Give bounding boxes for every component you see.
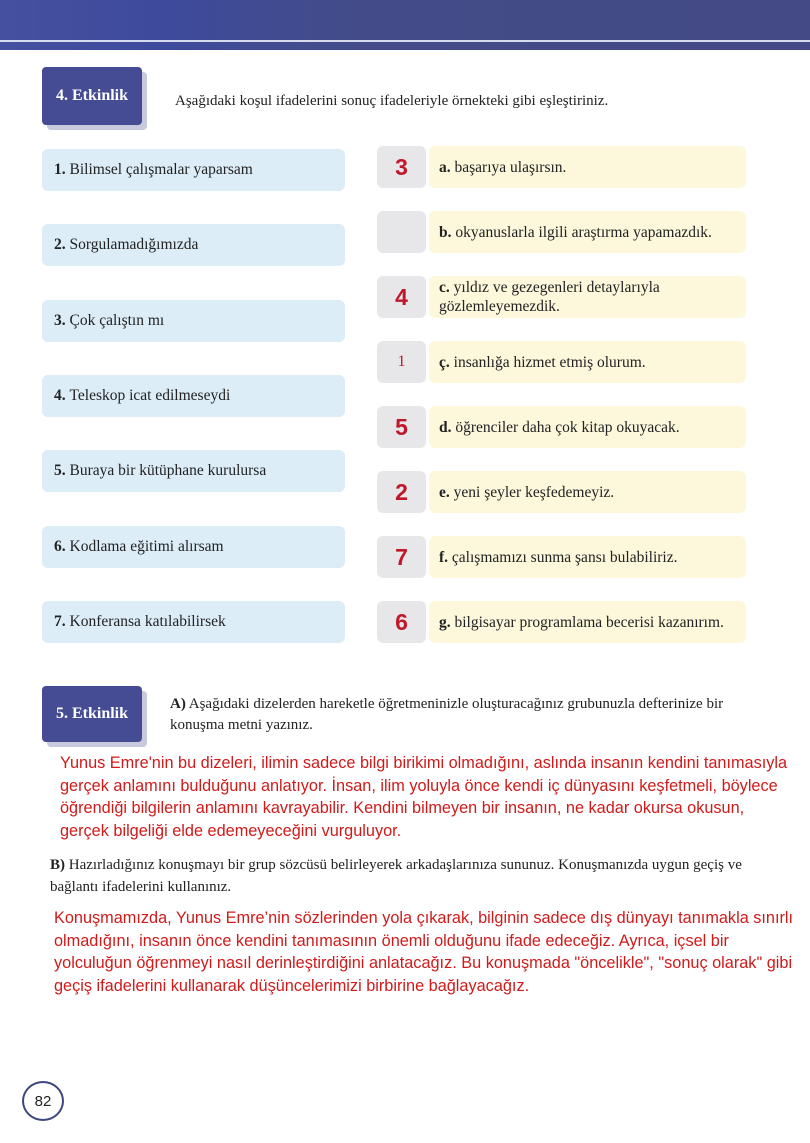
result-item — [429, 471, 746, 513]
result-text: başarıya ulaşırsın. — [454, 158, 567, 176]
condition-number: 4. — [54, 386, 66, 404]
result-item — [429, 276, 746, 318]
result-item — [429, 406, 746, 448]
result-letter: a. — [439, 158, 451, 176]
answer-box[interactable]: 4 — [377, 276, 426, 318]
result-letter: ç. — [439, 353, 450, 371]
part-b-instruction — [50, 854, 770, 898]
header-divider — [0, 40, 810, 42]
condition-text: Teleskop icat edilmeseydi — [69, 386, 231, 404]
part-a-text: Aşağıdaki dizelerden hareketle öğretmeninizle oluşturacağınız grubunuzla defterinize bir konuşma metni yazınız. — [170, 696, 724, 733]
condition-item — [42, 601, 345, 643]
condition-number: 7. — [54, 612, 66, 630]
condition-number: 2. — [54, 236, 66, 254]
result-item — [429, 601, 746, 643]
result-item — [429, 536, 746, 578]
result-text: insanlığa hizmet etmiş olurum. — [453, 353, 646, 371]
condition-item — [42, 300, 345, 342]
answer-box[interactable]: 6 — [377, 601, 426, 643]
result-text: çalışmamızı sunma şansı bulabiliriz. — [451, 548, 678, 566]
result-text: öğrenciler daha çok kitap okuyacak. — [455, 418, 680, 436]
condition-number: 1. — [54, 161, 66, 178]
condition-item — [42, 224, 345, 266]
condition-text: Konferansa katılabilirsek — [69, 612, 226, 630]
part-b-text: Hazırladığınız konuşmayı bir grup sözcüsü belirleyerek arkadaşlarınıza sununuz. Konuşmanızda uygun geçiş ve bağlantı ifadelerini kullanınız. — [50, 857, 742, 895]
header-band — [0, 0, 810, 50]
answer-box[interactable]: 7 — [377, 536, 426, 578]
condition-number: 6. — [54, 537, 66, 555]
condition-text: Kodlama eğitimi alırsam — [69, 537, 224, 555]
result-item — [429, 146, 746, 188]
activity-4-badge: 4. Etkinlik — [42, 67, 142, 125]
result-text: yıldız ve gezegenleri detaylarıyla gözlemleyemezdik. — [439, 279, 660, 315]
part-a-label: A) — [170, 696, 186, 712]
condition-number: 5. — [54, 462, 66, 480]
answer-box[interactable]: 3 — [377, 146, 426, 188]
answer-box[interactable]: 1 — [377, 341, 426, 383]
activity-5-badge: 5. Etkinlik — [42, 686, 142, 742]
answer-a: Yunus Emre'nin bu dizeleri, ilimin sadece bilgi birikimi olmadığını, aslında insanın kendini tanımasıyla gerçek anlamını bulduğunu anlatıyor. İnsan, ilim yoluyla önce kendi iç dünyasını keşfetmeli, böylece öğrendiği bilgilerin anlamını kavrayabilir. Kendini bilmeyen bir insanın, ne kadar okursa okusun, gerçek bilgeliği elde edemeyeceğini vurguluyor. — [60, 754, 788, 840]
part-a-instruction — [170, 694, 750, 736]
result-text: okyanuslarla ilgili araştırma yapamazdık. — [455, 223, 712, 241]
result-text: bilgisayar programlama becerisi kazanırım. — [454, 613, 724, 631]
condition-item — [42, 149, 345, 191]
part-b-label: B) — [50, 857, 65, 873]
condition-text: Çok çalıştın mı — [69, 311, 165, 329]
answer-b: Konuşmamızda, Yunus Emre’nin sözlerinden yola çıkarak, bilginin sadece dış dünyayı tanımakla sınırlı olmadığını, insanın önce kendini tanımasının önemli olduğunu ifade edeceğiz. Ayrıca, içsel bir yolculuğun öğrenmeyi nasıl derinleştirdiğini anlatacağız. Bu konuşmada "öncelikle", "sonuç olarak" gibi geçiş ifadelerini kullanarak düşüncelerimizi birbirine bağlayacağız. — [54, 909, 794, 995]
condition-number: 3. — [54, 311, 66, 329]
condition-text: Bilimsel çalışmalar yaparsam — [69, 161, 253, 178]
result-letter: d. — [439, 418, 452, 436]
result-item — [429, 341, 746, 383]
result-letter: f. — [439, 548, 449, 566]
result-text: yeni şeyler keşfedemeyiz. — [453, 483, 615, 501]
result-letter: b. — [439, 223, 452, 241]
condition-text: Sorgulamadığımızda — [69, 236, 199, 254]
condition-item — [42, 375, 345, 417]
condition-item — [42, 450, 345, 492]
result-letter: g. — [439, 613, 451, 631]
page-number: 82 — [22, 1081, 64, 1121]
answer-box[interactable]: 5 — [377, 406, 426, 448]
condition-text: Buraya bir kütüphane kurulursa — [69, 462, 267, 480]
answer-box[interactable]: 2 — [377, 471, 426, 513]
answer-box[interactable] — [377, 211, 426, 253]
result-item — [429, 211, 746, 253]
result-letter: c. — [439, 279, 450, 296]
condition-item — [42, 526, 345, 568]
activity-4-instruction: Aşağıdaki koşul ifadelerini sonuç ifadeleriyle örnekteki gibi eşleştiriniz. — [175, 93, 609, 109]
result-letter: e. — [439, 483, 450, 501]
